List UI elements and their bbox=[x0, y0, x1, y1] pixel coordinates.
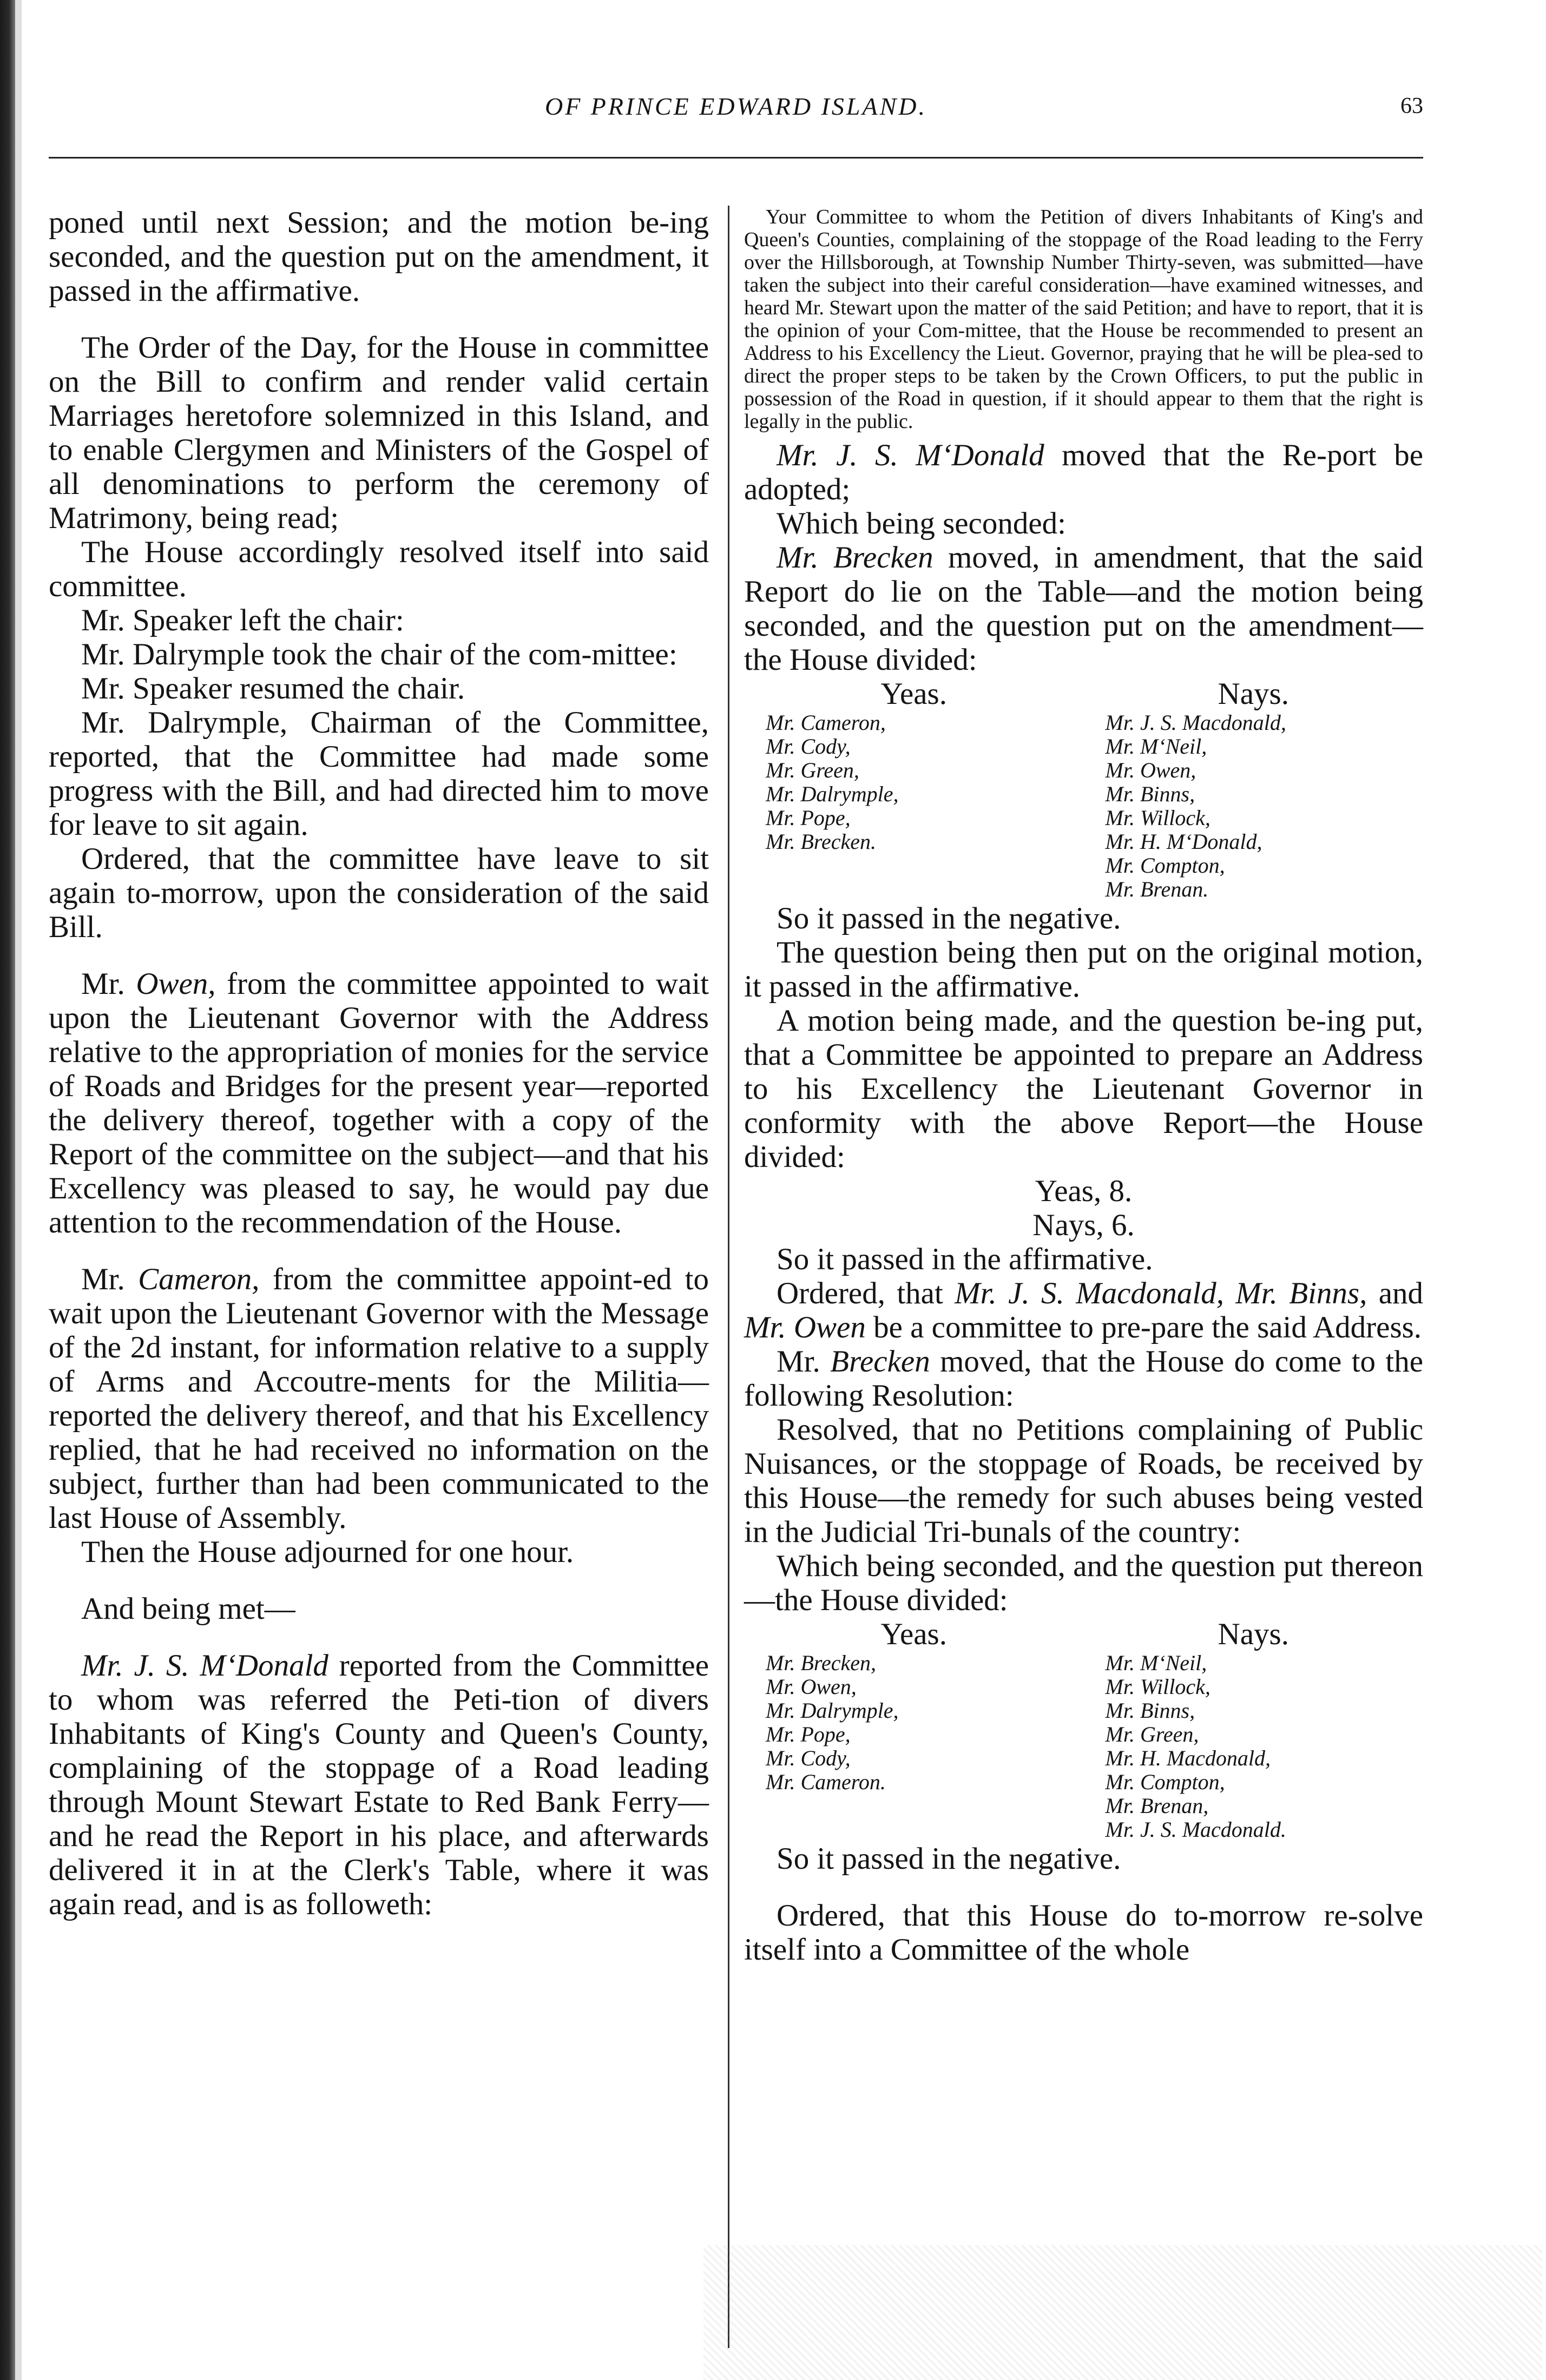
paragraph: So it passed in the affirmative. bbox=[777, 1242, 1153, 1276]
nay-member: Mr. Binns, bbox=[1105, 782, 1195, 806]
yea-member: Mr. Green, bbox=[766, 758, 859, 782]
division-list-2 bbox=[744, 1617, 1423, 1842]
scan-stain bbox=[703, 2245, 1542, 2380]
nay-member: Mr. Brenan, bbox=[1105, 1794, 1209, 1818]
paragraph bbox=[744, 1276, 1423, 1344]
division-names bbox=[744, 1651, 1423, 1842]
nay-member: Mr. J. S. Macdonald, bbox=[1105, 710, 1286, 735]
right-column bbox=[744, 206, 1423, 1967]
yea-member: Mr. Cody, bbox=[766, 1746, 851, 1770]
paragraph: Mr. Speaker resumed the chair. bbox=[81, 671, 465, 706]
yeas-list bbox=[744, 1651, 1084, 1842]
paragraph bbox=[49, 1649, 709, 1921]
paragraph-text: reported from the Committee to whom was referred the Peti-tion of divers Inhabitants of King's County and Queen's County, complaining of the stoppage of a Road leading through Mount Stewart Estate to Red Bank Ferry—and he read the Report in his place, and afterwards delivered it in at the Clerk's Table, where it was again read, and is as followeth: bbox=[49, 1649, 709, 1921]
paragraph: The Order of the Day, for the House in committee on the Bill to confirm and render valid certain Marriages heretofore solemnized in this Island, and to enable Clergymen and Ministers of the Gospel of all denominations to perform the ceremony of Matrimony, being read; bbox=[49, 331, 709, 535]
nay-member: Mr. M‘Neil, bbox=[1105, 734, 1207, 759]
nay-member: Mr. H. Macdonald, bbox=[1105, 1746, 1271, 1770]
speaker-prefix: Mr. bbox=[81, 1262, 125, 1296]
yea-member: Mr. Dalrymple, bbox=[766, 782, 899, 806]
nays-label: Nays. bbox=[1218, 1617, 1289, 1651]
yeas-label: Yeas. bbox=[880, 1617, 947, 1651]
paragraph: Mr. Dalrymple, Chairman of the Committee, reported, that the Committee had made some progress with the Bill, and had directed him to move for leave to sit again. bbox=[49, 706, 709, 842]
paragraph-text: Ordered, that bbox=[777, 1276, 943, 1310]
yeas-count: Yeas, 8. bbox=[1035, 1174, 1133, 1208]
nay-member: Mr. M‘Neil, bbox=[1105, 1651, 1207, 1675]
nay-member: Mr. Binns, bbox=[1105, 1698, 1195, 1723]
book-spine-shadow bbox=[0, 0, 15, 2380]
paragraph-text: moved, that the House do come to the following Resolution: bbox=[744, 1344, 1424, 1413]
paragraph: Mr. Speaker left the chair: bbox=[81, 603, 404, 637]
yeas-label: Yeas. bbox=[880, 677, 947, 711]
yea-member: Mr. Owen, bbox=[766, 1674, 857, 1699]
nays-label: Nays. bbox=[1218, 677, 1289, 711]
paragraph-text: from the committee appoint-ed to wait upon the Lieutenant Governor with the Message of the 2d instant, for information relative to a supply of Arms and Accoutre-ments for the Militia—reported the delivery thereof, and that his Excellency replied, that he had received no information on the subject, further than had been communicated to the last House of Assembly. bbox=[49, 1262, 709, 1535]
yea-member: Mr. Cameron, bbox=[766, 710, 886, 735]
nays-list bbox=[1084, 711, 1424, 901]
paragraph bbox=[49, 967, 709, 1240]
member-name: Mr. J. S. M‘Donald bbox=[81, 1649, 328, 1683]
yea-member: Mr. Pope, bbox=[766, 1722, 851, 1746]
paragraph: So it passed in the negative. bbox=[777, 1842, 1121, 1876]
column-divider bbox=[728, 206, 729, 2348]
nay-member: Mr. Compton, bbox=[1105, 853, 1225, 878]
paragraph-text: moved that the Re-port be adopted; bbox=[744, 438, 1424, 506]
paragraph: Ordered, that this House do to-morrow re-solve itself into a Committee of the whole bbox=[744, 1898, 1423, 1967]
yea-member: Mr. Brecken. bbox=[766, 829, 876, 854]
left-column bbox=[49, 206, 709, 1921]
paragraph: Which being seconded, and the question put thereon—the House divided: bbox=[744, 1549, 1423, 1617]
member-name: Owen, bbox=[136, 967, 216, 1001]
nay-member: Mr. Compton, bbox=[1105, 1770, 1225, 1794]
member-name: Mr. Brecken bbox=[777, 540, 933, 575]
yeas-list bbox=[744, 711, 1084, 901]
paragraph: Which being seconded: bbox=[777, 506, 1066, 540]
paragraph: Ordered, that the committee have leave to sit again to-morrow, upon the consideration of the said Bill. bbox=[49, 842, 709, 944]
nays-count: Nays, 6. bbox=[1032, 1208, 1135, 1242]
speaker-prefix: Mr. bbox=[777, 1344, 820, 1379]
nay-member: Mr. Willock, bbox=[1105, 806, 1211, 830]
document-page bbox=[49, 92, 1424, 1967]
division-header bbox=[744, 1617, 1423, 1651]
division-list-1 bbox=[744, 677, 1423, 901]
paragraph: Then the House adjourned for one hour. bbox=[81, 1535, 574, 1569]
paragraph: The House accordingly resolved itself into said committee. bbox=[49, 535, 709, 603]
yea-member: Mr. Cameron. bbox=[766, 1770, 886, 1794]
division-header bbox=[744, 677, 1423, 711]
paragraph-text: be a committee to pre-pare the said Address. bbox=[873, 1310, 1422, 1344]
page-number: 63 bbox=[1400, 94, 1423, 118]
nay-member: Mr. H. M‘Donald, bbox=[1105, 829, 1262, 854]
paragraph: Mr. Dalrymple took the chair of the com-mittee: bbox=[81, 637, 677, 671]
member-name: Brecken bbox=[830, 1344, 930, 1379]
paragraph: And being met— bbox=[81, 1592, 295, 1626]
paragraph-text: and bbox=[1378, 1276, 1424, 1310]
nay-member: Mr. Willock, bbox=[1105, 1674, 1211, 1699]
paragraph bbox=[744, 438, 1423, 506]
yea-member: Mr. Pope, bbox=[766, 806, 851, 830]
paragraph bbox=[49, 1262, 709, 1535]
paragraph: The question being then put on the original motion, it passed in the affirmative. bbox=[744, 935, 1423, 1004]
speaker-prefix: Mr. bbox=[81, 967, 125, 1001]
paragraph: A motion being made, and the question be-ing put, that a Committee be appointed to prepare an Address to his Excellency the Lieutenant Governor in conformity with the above Report—the House divided: bbox=[744, 1004, 1423, 1174]
book-gutter bbox=[15, 0, 22, 2380]
division-names bbox=[744, 711, 1423, 901]
paragraph: So it passed in the negative. bbox=[777, 901, 1121, 935]
paragraph bbox=[744, 540, 1423, 677]
nay-member: Mr. J. S. Macdonald. bbox=[1105, 1817, 1286, 1842]
page-header bbox=[49, 92, 1423, 141]
nays-list bbox=[1084, 1651, 1424, 1842]
member-name: Cameron, bbox=[138, 1262, 260, 1296]
header-rule bbox=[49, 157, 1423, 159]
member-name: Mr. Owen bbox=[744, 1310, 866, 1344]
member-name: Mr. J. S. Macdonald, Mr. Binns, bbox=[955, 1276, 1367, 1310]
committee-report: Your Committee to whom the Petition of divers Inhabitants of King's and Queen's Counties, complaining of the stoppage of the Road leading to the Ferry over the Hillsborough, at Township Number Thirty-seven, was submitted—have taken the subject into their careful consideration—have examined witnesses, and heard Mr. Stewart upon the matter of the said Petition; and have to report, that it is the opinion of your Com-mittee, that the House be recommended to present an Address to his Excellency the Lieut. Governor, praying that he will be plea-sed to direct the proper steps to be taken by the Crown Officers, to put the public in possession of the Road in question, if it should appear to them that the right is legally in the public. bbox=[744, 206, 1423, 433]
nay-member: Mr. Brenan. bbox=[1105, 877, 1209, 901]
nay-member: Mr. Green, bbox=[1105, 1722, 1199, 1746]
paragraph bbox=[744, 1344, 1423, 1413]
paragraph-text: moved, in amendment, that the said Report do lie on the Table—and the motion being seconded, and the question put on the amendment—the House divided: bbox=[744, 540, 1423, 677]
member-name: Mr. J. S. M‘Donald bbox=[777, 438, 1044, 472]
yea-member: Mr. Cody, bbox=[766, 734, 851, 759]
running-title: OF PRINCE EDWARD ISLAND. bbox=[544, 93, 927, 120]
paragraph-text: from the committee appointed to wait upon the Lieutenant Governor with the Address relative to the appropriation of monies for the service of Roads and Bridges for the present year—reported the delivery thereof, together with a copy of the Report of the committee on the subject—and that his Excellency was pleased to say, he would pay due attention to the recommendation of the House. bbox=[49, 967, 709, 1240]
nay-member: Mr. Owen, bbox=[1105, 758, 1196, 782]
yea-member: Mr. Brecken, bbox=[766, 1651, 876, 1675]
resolution-text: Resolved, that no Petitions complaining of Public Nuisances, or the stoppage of Roads, be received by this House—the remedy for such abuses being vested in the Judicial Tri-bunals of the country: bbox=[744, 1413, 1423, 1549]
yea-member: Mr. Dalrymple, bbox=[766, 1698, 899, 1723]
paragraph: poned until next Session; and the motion be-ing seconded, and the question put on the amendment, it passed in the affirmative. bbox=[49, 206, 709, 308]
